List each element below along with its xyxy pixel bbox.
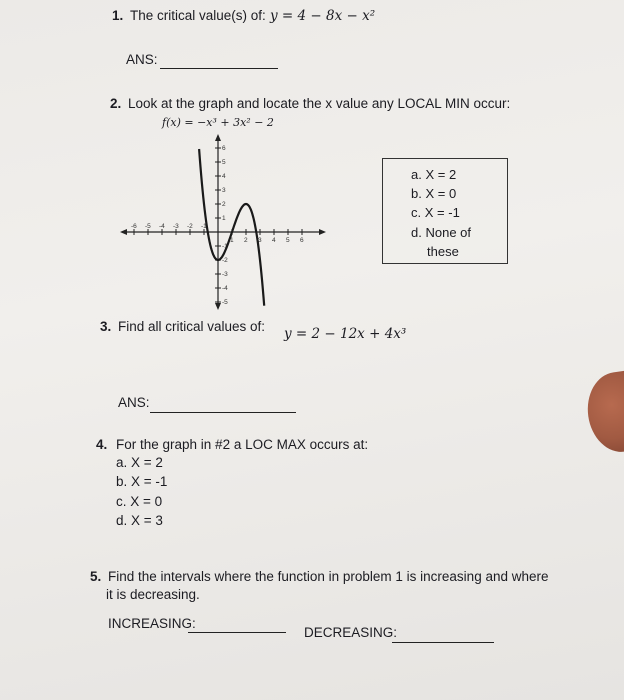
x-tick-pos: 4 — [272, 237, 276, 244]
q2-choice-d-cont: these — [427, 244, 459, 259]
q2-choice-a[interactable]: a. X = 2 — [411, 167, 457, 182]
y-tick-neg: -1 — [222, 243, 228, 250]
q5-decreasing-line[interactable] — [392, 642, 494, 643]
x-tick-neg: -2 — [187, 223, 193, 230]
y-tick-pos: 1 — [222, 215, 226, 222]
q3-prompt: Find all critical values of: — [118, 319, 266, 334]
x-tick-pos: 6 — [300, 237, 304, 244]
y-tick-pos: 2 — [222, 201, 226, 208]
q4-choice-d[interactable]: d. X = 3 — [116, 513, 163, 528]
q4-choice-a[interactable]: a. X = 2 — [116, 455, 163, 470]
q2-choices-box — [382, 158, 508, 264]
q5-increasing-label: INCREASING: — [108, 616, 196, 631]
q5-increasing-line[interactable] — [188, 632, 286, 633]
q2-choice-d[interactable]: d. None of — [411, 225, 472, 240]
q3-answer-line[interactable] — [150, 412, 296, 413]
q1-ans-label: ANS: — [126, 52, 158, 67]
q5-prompt-line1: Find the intervals where the function in problem 1 is increasing and where — [108, 569, 549, 584]
x-tick-neg: -5 — [145, 223, 151, 230]
q2-number: 2. — [110, 96, 122, 111]
q3-ans-label: ANS: — [118, 395, 150, 410]
cubic-graph — [118, 130, 328, 312]
y-tick-neg: -3 — [222, 271, 228, 278]
x-axis-right-arrow — [319, 229, 326, 235]
x-tick-pos: 2 — [244, 237, 248, 244]
y-tick-neg: -4 — [222, 285, 228, 292]
x-tick-neg: -1 — [201, 223, 207, 230]
y-axis-bottom-arrow — [215, 303, 221, 310]
q5-number: 5. — [90, 569, 102, 584]
y-tick-neg: -2 — [222, 257, 228, 264]
q1-number: 1. — [112, 8, 124, 23]
q2-choice-c[interactable]: c. X = -1 — [411, 205, 460, 220]
x-axis-left-arrow — [120, 229, 127, 235]
x-tick-neg: -6 — [131, 223, 137, 230]
x-tick-pos: 1 — [230, 237, 234, 244]
x-tick-pos: 5 — [286, 237, 290, 244]
q1-equation: y = 4 − 8x − x² — [270, 8, 376, 24]
y-tick-neg: -5 — [222, 299, 228, 306]
y-tick-pos: 5 — [222, 159, 226, 166]
finger-photo-edge — [583, 368, 624, 456]
q1-answer-line[interactable] — [160, 68, 278, 69]
q5-decreasing-label: DECREASING: — [304, 625, 398, 640]
q3-equation: y = 2 − 12x + 4x³ — [284, 326, 407, 342]
y-tick-pos: 4 — [222, 173, 226, 180]
x-tick-neg: -3 — [173, 223, 179, 230]
q2-function-label: f(x) = −x³ + 3x² − 2 — [162, 116, 274, 129]
x-tick-pos: 3 — [258, 237, 262, 244]
q4-prompt: For the graph in #2 a LOC MAX occurs at: — [116, 437, 369, 452]
x-tick-neg: -4 — [159, 223, 165, 230]
q4-number: 4. — [96, 437, 108, 452]
q2-choice-b[interactable]: b. X = 0 — [411, 186, 457, 201]
q1-prompt: The critical value(s) of: — [130, 8, 266, 23]
q3-number: 3. — [100, 319, 112, 334]
y-tick-pos: 6 — [222, 145, 226, 152]
function-curve — [199, 149, 264, 306]
q5-prompt-line2: it is decreasing. — [106, 587, 200, 602]
y-axis-top-arrow — [215, 134, 221, 141]
y-tick-pos: 3 — [222, 187, 226, 194]
q2-prompt: Look at the graph and locate the x value any LOCAL MIN occur: — [128, 96, 511, 111]
q4-choice-c[interactable]: c. X = 0 — [116, 494, 163, 509]
q4-choice-b[interactable]: b. X = -1 — [116, 474, 168, 489]
